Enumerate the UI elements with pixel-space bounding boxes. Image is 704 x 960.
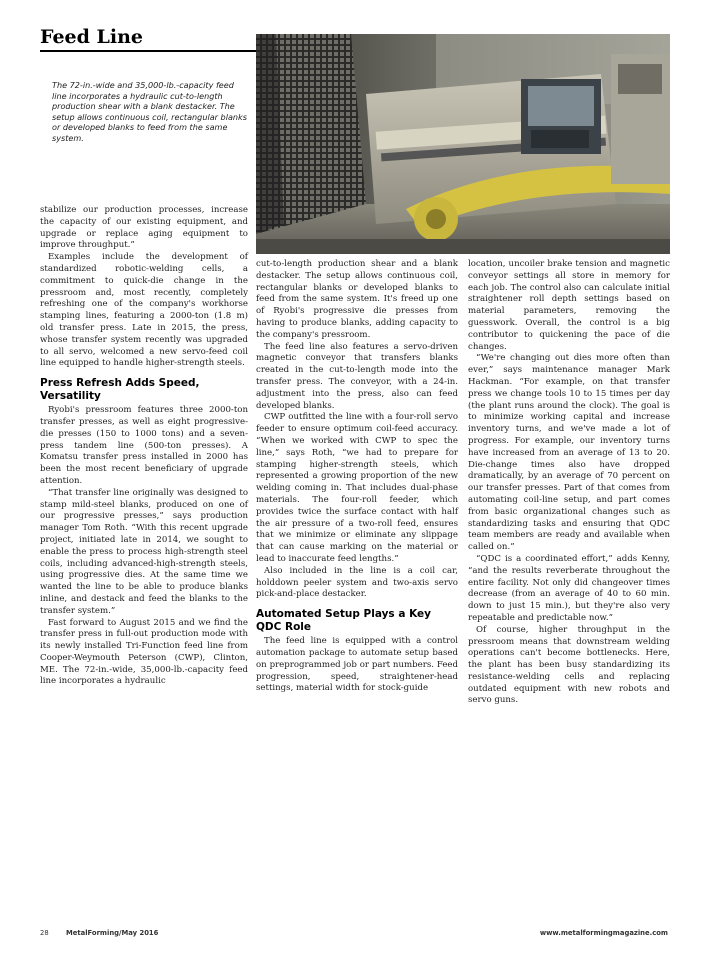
section-title: Feed Line xyxy=(40,26,144,48)
body-paragraph: The feed line is equipped with a control automation package to automate setup based on preprogrammed job or part numbers. Feed progression, speed, straightener-head settings, material width for stock-guide xyxy=(256,636,458,694)
article-column-2 xyxy=(256,259,458,695)
body-paragraph: Examples include the development of standardized robotic-welding cells, a commitment to quick-die change in the pressroom and, most recently, completely refreshing one of the company's workhorse stamping lines, featuring a 2000-ton (1.8 m) old transfer press. Late in 2015, the press, whose transfer system recently was upgraded to all servo, welcomed a new servo-feed coil line equipped to handle higher-strength steels. xyxy=(40,252,248,369)
footer-page-number: 28 xyxy=(40,929,49,937)
footer-website: www.metalformingmagazine.com xyxy=(539,929,668,937)
body-paragraph: CWP outfitted the line with a four-roll servo feeder to ensure optimum coil-feed accuracy. “When we worked with CWP to spec the line,” says Roth, “we had to prepare for stamping higher-strength steels, which represented a growing proportion of the new welding coming in. That includes dual-phase materials. The four-roll feeder, which provides twice the surface contact with half the air pressure of a two-roll feed, ensures that we minimize or eliminate any slippage that can cause marking on the material or lead to inaccurate feed lengths.” xyxy=(256,412,458,564)
body-paragraph: “QDC is a coordinated effort,” adds Kenny, “and the results reverberate throughout the entire facility. Not only did changeover times decrease (from an average of 40 to 60 min. down to just 15 min.), but they're also very repeatable and predictable now.” xyxy=(468,553,670,623)
body-paragraph: Fast forward to August 2015 and we find the transfer press in full-out production mode with its newly installed Tri-Function feed line from Cooper-Weymouth Peterson (CWP), Clinton, ME. The 72-in.-wide, 35,000-lb.-capacity feed line incorporates a hydraulic xyxy=(40,617,248,687)
body-paragraph: “That transfer line originally was designed to stamp mild-steel blanks, produced on one of our progressive presses,” says production manager Tom Roth. “With this recent upgrade project, initiated late in 2014, we sought to enable the press to process high-strength steel coils, including advanced-high-strength steels, using progressive dies. At the same time we wanted the line to be able to produce blanks inline, and destack and feed the blanks to the transfer system.” xyxy=(40,487,248,616)
feed-line-photo xyxy=(256,34,670,254)
title-rule xyxy=(40,50,256,52)
article-column-1 xyxy=(40,205,248,688)
footer-publication: MetalForming/May 2016 xyxy=(66,929,159,937)
body-paragraph: Ryobi's pressroom features three 2000-ton transfer presses, as well as eight progressive-die presses (150 to 1000 tons) and a seven-press tandem line (500-ton presses). A Komatsu transfer press installed in 2000 has been the most recent beneficiary of upgrade attention. xyxy=(40,405,248,486)
body-paragraph: stabilize our production processes, increase the capacity of our existing equipment, and upgrade or replace aging equipment to improve throughput.” xyxy=(40,205,248,251)
article-column-3 xyxy=(468,259,670,707)
photo-caption: The 72-in.-wide and 35,000-lb.-capacity feed line incorporates a hydraulic cut-to-length production shear with a blank destacker. The setup allows continuous coil, rectangular blanks or developed blanks to feed from the same system. xyxy=(52,80,247,143)
body-paragraph: The feed line also features a servo-driven magnetic conveyor that transfers blanks created in the cut-to-length mode into the transfer press. The conveyor, with a 24-in. adjustment into the press, also can feed developed blanks. xyxy=(256,341,458,411)
body-paragraph: cut-to-length production shear and a blank destacker. The setup allows continuous coil, rectangular blanks or developed blanks to feed from the same system. It's freed up one of Ryobi's progressive die presses from having to produce blanks, adding capacity to the company's pressroom. xyxy=(256,259,458,340)
body-paragraph: “We're changing out dies more often than ever,” says maintenance manager Mark Hackman. “For example, on that transfer press we change tools 10 to 15 times per day (the plant runs around the clock). The goal is to minimize working capital and increase inventory turns, and we've made a lot of progress. For example, our inventory turns have increased from an average of 13 to 20. Die-change times also have dropped dramatically, by an average of 70 percent on our transfer presses. Part of that comes from automating coil-line setup, and part comes from basic organizational changes such as standardizing tasks and ensuring that QDC team members are ready and available when called on.” xyxy=(468,353,670,553)
section-heading: Press Refresh Adds Speed, Versatility xyxy=(40,377,200,402)
body-paragraph: Of course, higher throughput in the pressroom means that downstream welding operations can't become bottlenecks. Here, the plant has been busy standardizing its resistance-welding cells and replacing outdated equipment with new robots and servo guns. xyxy=(468,624,670,706)
industrial-feed-line-photo-icon xyxy=(256,34,670,254)
body-paragraph: location, uncoiler brake tension and magnetic conveyor settings all store in memory for each job. The control also can calculate initial straightener roll depth settings based on material parameters, removing the guesswork. Overall, the control is a big contributor to quickening the pace of die changes. xyxy=(468,259,670,352)
body-paragraph: Also included in the line is a coil car, holddown peeler system and two-axis servo pick-and-place destacker. xyxy=(256,565,458,600)
section-heading: Automated Setup Plays a Key QDC Role xyxy=(256,608,431,633)
